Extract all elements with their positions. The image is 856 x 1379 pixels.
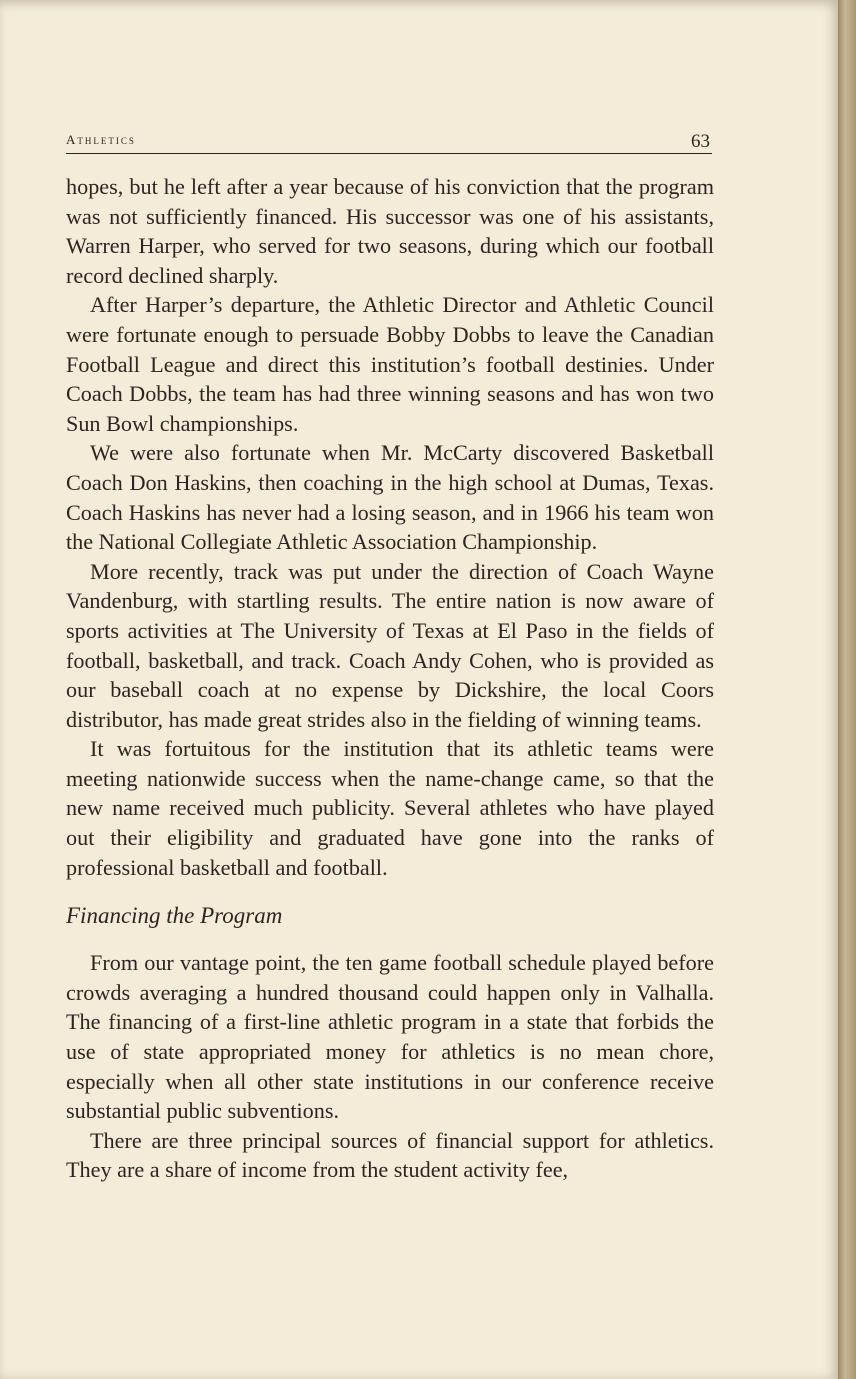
running-head bbox=[66, 129, 712, 154]
running-head-title: Athletics bbox=[66, 132, 136, 147]
body-text bbox=[66, 172, 714, 1185]
paragraph: More recently, track was put under the direction of Coach Wayne Vandenburg, with startling results. The entire nation is now aware of sports activities at The University of Texas at El Paso in the fields of football, basketball, and track. Coach Andy Cohen, who is provided as our baseball coach at no expense by Dickshire, the local Coors distributor, has made great strides also in the fielding of winning teams. bbox=[66, 558, 714, 732]
paragraph: We were also fortunate when Mr. McCarty discovered Basketball Coach Don Haskins, then coaching in the high school at Dumas, Texas. Coach Haskins has never had a losing season, and in 1966 his team won the National Collegiate Athletic Association Championship. bbox=[66, 440, 714, 555]
page-number: 63 bbox=[691, 131, 710, 152]
paragraph: It was fortuitous for the institution that its athletic teams were meeting nationwide success when the name-change came, so that the new name received much publicity. Several athletes who have played out their eligibility and graduated have gone into the ranks of professional basketball and football. bbox=[66, 736, 714, 880]
page-edge bbox=[838, 0, 856, 1379]
paragraph: After Harper’s departure, the Athletic Director and Athletic Council were fortunate enough to persuade Bobby Dobbs to leave the Canadian Football League and direct this institution’s football destinies. Under Coach Dobbs, the team has had three winning seasons and has won two Sun Bowl championships. bbox=[66, 292, 714, 436]
paragraph: From our vantage point, the ten game football schedule played before crowds averaging a hundred thousand could happen only in Valhalla. The financing of a first-line athletic program in a state that forbids the use of state appropriated money for athletics is no mean chore, especially when all other state institutions in our conference receive substantial public subventions. bbox=[66, 950, 714, 1124]
section-heading: Financing the Program bbox=[66, 903, 283, 929]
paragraph: hopes, but he left after a year because of his conviction that the program was not sufficiently financed. His successor was one of his assistants, Warren Harper, who served for two seasons, during which our football record declined sharply. bbox=[66, 174, 714, 288]
paragraph: There are three principal sources of financial support for athletics. They are a share of income from the student activity fee, bbox=[66, 1127, 714, 1183]
